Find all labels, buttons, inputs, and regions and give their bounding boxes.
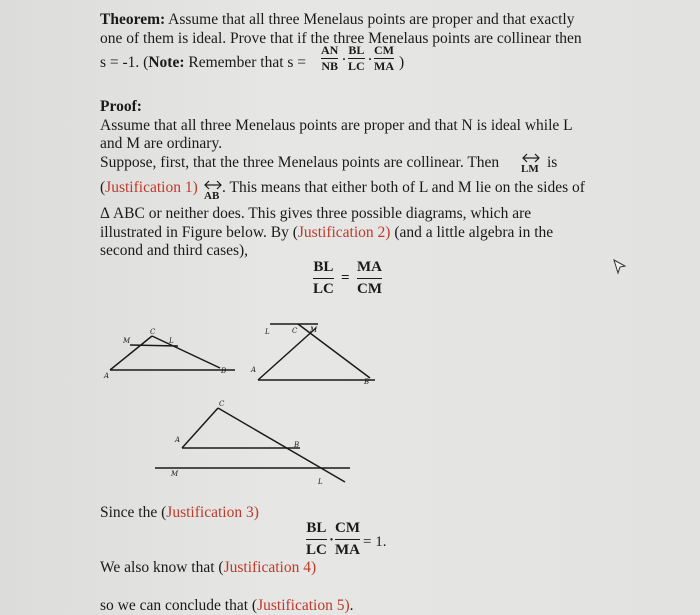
know-line: We also know that (Justification 4) xyxy=(100,559,317,576)
label-l-3: L xyxy=(318,478,323,486)
label-a-3: A xyxy=(175,436,181,444)
justification-4[interactable]: Justification 4) xyxy=(223,559,317,576)
line-arrow-icon xyxy=(521,153,541,163)
mouse-cursor-icon xyxy=(612,258,628,276)
label-a-2: A xyxy=(251,366,257,374)
diagram-3 xyxy=(155,408,350,482)
label-c-2: C xyxy=(292,327,298,335)
justification-2[interactable]: Justification 2) xyxy=(297,224,391,241)
proof-line-3: Suppose, first, that the three Menelaus points are collinear. Then xyxy=(100,154,500,171)
theorem-label: Theorem: xyxy=(100,11,166,28)
justification-3[interactable]: Justification 3) xyxy=(166,504,259,521)
proof-line-3-end: is xyxy=(547,154,558,171)
theorem-line-1: Theorem: Assume that all three Menelaus points are proper and that exactly xyxy=(100,11,575,28)
label-m-2: M xyxy=(310,326,318,334)
label-m-1: M xyxy=(123,337,131,345)
note-close-paren: ) xyxy=(399,54,405,71)
proof-heading: Proof: xyxy=(100,98,142,115)
s-fraction-an-nb: AN NB xyxy=(321,43,339,73)
proof-line-5: Δ ABC or neither does. This gives three possible diagrams, which are xyxy=(100,205,532,222)
justification-5[interactable]: Justification 5) xyxy=(257,597,350,614)
proof-line-7: second and third cases), xyxy=(100,242,249,259)
document-page: Theorem: Assume that all three Menelaus points are proper and that exactly one of them is ideal. Prove that if the three Menelaus points are collinear then s = -1. (Note: Remember that s = AN NB · BL LC · CM MA ) Proof: Assume that all three Menelaus points are proper and that N is ideal while L and M are ordinary. Suppose, first, that the three Menelaus points are collinear. Then LM is (Justification 1) AB . This means that either both of L and M lie on the sides of Δ ABC or neither does. This gives three possible diagrams, which are illustrated in Figure below. By (Justification 2) (and a little algebra in the second and third cases), BL LC = MA CM A B C M L A B C M L A B C M L Since the (Justification 3) BL LC · CM MA = 1. We also know that (Justification 4) so we can conclude that (Justification 5). xyxy=(0,0,700,615)
line-ab-label: AB xyxy=(204,190,220,202)
s-fraction-bl-lc: BL LC xyxy=(348,43,365,73)
product-fraction-2: CM MA xyxy=(335,520,360,558)
label-b-3: B xyxy=(294,441,300,449)
line-arrow-icon xyxy=(203,180,223,190)
ratio-right-fraction: MA CM xyxy=(357,259,382,297)
conclude-line: so we can conclude that (Justification 5). xyxy=(100,597,354,614)
label-b-2: B xyxy=(364,378,370,386)
justification-1[interactable]: Justification 1) xyxy=(105,179,198,196)
s-fraction-cm-ma: CM MA xyxy=(374,43,394,73)
proof-line-1: Assume that all three Menelaus points are proper and that N is ideal while L xyxy=(100,117,573,134)
label-c-1: C xyxy=(150,328,156,336)
label-m-3: M xyxy=(171,470,179,478)
note-label: Note: xyxy=(148,54,185,71)
product-dot: · xyxy=(329,532,335,548)
theorem-line-2: one of them is ideal. Prove that if the three Menelaus points are collinear then xyxy=(100,30,582,47)
proof-line-4-text: . This means that either both of L and M lie on the sides of xyxy=(222,179,585,196)
proof-line-2: and M are ordinary. xyxy=(100,135,223,152)
since-line: Since the (Justification 3) xyxy=(100,504,259,521)
product-rhs: = 1. xyxy=(363,534,387,550)
label-a-1: A xyxy=(104,372,110,380)
proof-line-4: (Justification 1) xyxy=(100,179,198,196)
proof-line-6: illustrated in Figure below. By (Justification 2) (and a little algebra in the xyxy=(100,224,554,241)
theorem-line-3: s = -1. (Note: Remember that s = xyxy=(100,54,307,71)
label-l-2: L xyxy=(265,328,270,336)
label-c-3: C xyxy=(219,400,225,408)
label-b-1: B xyxy=(221,367,227,375)
line-lm-label: LM xyxy=(521,163,539,175)
product-fraction-1: BL LC xyxy=(306,520,327,558)
menelaus-figure xyxy=(100,310,380,490)
ratio-left-fraction: BL LC xyxy=(313,259,334,297)
equals-sign: = xyxy=(341,270,350,286)
label-l-1: L xyxy=(169,337,174,345)
